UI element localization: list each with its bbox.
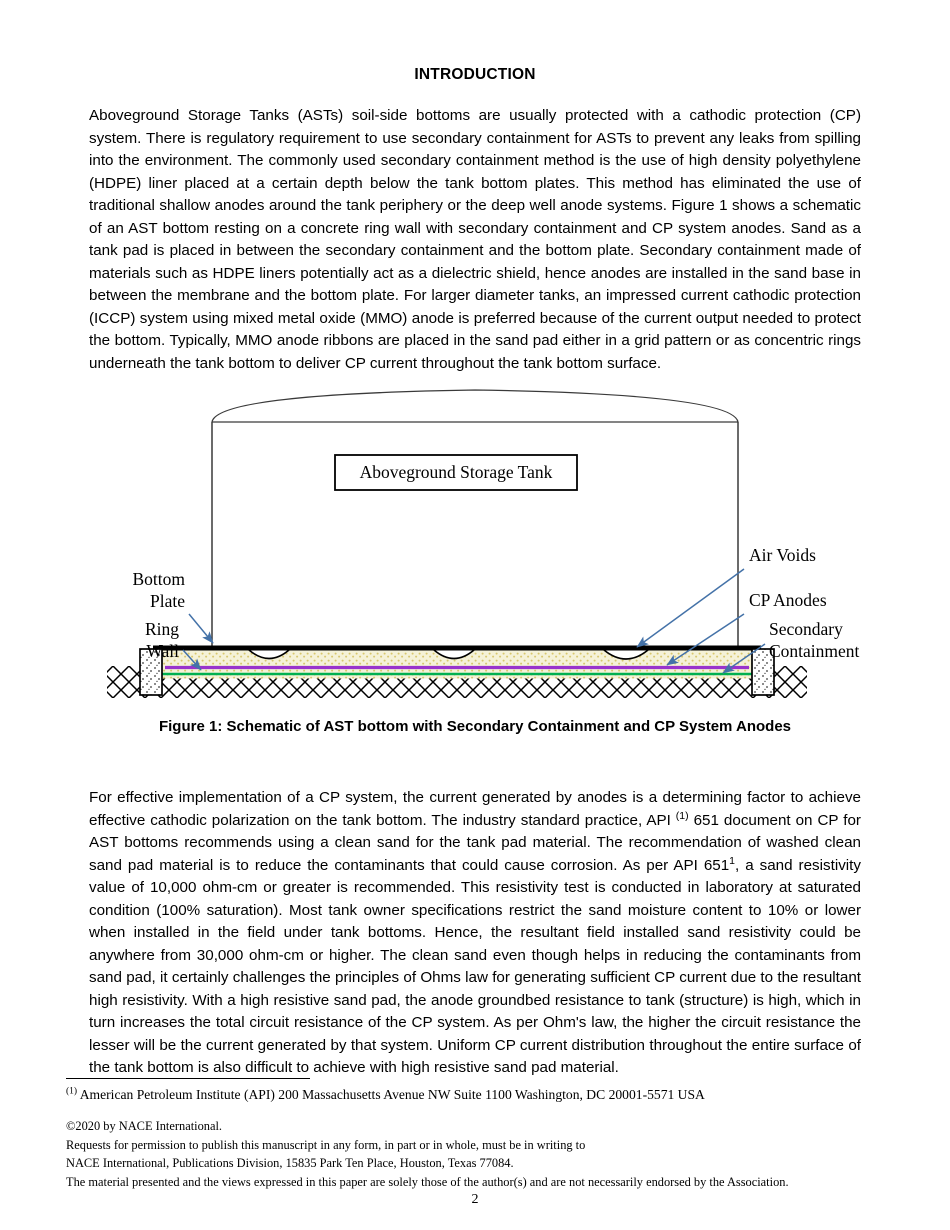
body-text-part-1: For effective implementation of a CP system, the current generated by anodes is a determining factor to achieve effective cathodic polarization on the tank bottom. The industry standard practice, API: [89, 789, 861, 829]
copyright-line-2: Requests for permission to publish this manuscript in any form, in part or in whole, must be in writing to: [66, 1137, 586, 1152]
footnote-ref-1: (1): [675, 809, 689, 822]
footnote-separator: [66, 1078, 310, 1079]
label-bottom-plate-line2: Plate: [150, 591, 185, 611]
label-air-voids: Air Voids: [749, 545, 816, 565]
copyright-block: [66, 1117, 866, 1191]
copyright-line-4: The material presented and the views expressed in this paper are solely those of the author(s) and are not necessarily endorsed by the Association.: [66, 1174, 789, 1189]
footnote-marker: (1): [66, 1086, 78, 1097]
ast-schematic-svg: [89, 386, 861, 716]
figure-caption: Figure 1: Schematic of AST bottom with Secondary Containment and CP System Anodes: [158, 718, 792, 735]
footnote: [66, 1086, 856, 1104]
footnote-body: American Petroleum Institute (API) 200 Massachusetts Avenue NW Suite 1100 Washington, DC 20001-5571 USA: [77, 1087, 705, 1102]
copyright-line-1: ©2020 by NACE International.: [66, 1119, 223, 1133]
footnote-ref-2: 1: [729, 854, 736, 867]
label-ring-wall-line1: Ring: [144, 619, 179, 639]
label-secondary-containment-line1: Secondary: [769, 619, 843, 639]
body-text-part-2: 651 document on CP for AST bottoms recommends using a clean sand for the tank pad material. The recommendation of washed clean sand pad material is to reduce the contaminants that could cause corrosion. As per API 651: [89, 811, 861, 874]
section-heading: INTRODUCTION: [414, 66, 536, 83]
bottom-plate: [153, 646, 761, 651]
label-cp-anodes: CP Anodes: [749, 590, 827, 610]
body-text-part-3: , a sand resistivity value of 10,000 ohm-cm or greater is recommended. This resistivity test is conducted in laboratory at saturated condition (100% saturation). Most tank owner specifications restrict the sand moisture content to 10% or lower when installed in the field under tank bottoms. Hence, the resultant field installed sand resistivity could be anywhere from 30,000 ohm-cm or higher. The clean sand even though helps in reducing the contaminants from sand pad, it certainly challenges the principles of Ohms law for generating sufficient CP current due to the resultant high resistivity. With a high resistive sand pad, the anode groundbed resistance to tank (structure) is high, which in turn increases the total circuit resistance of the CP system. As per Ohm's law, the higher the circuit resistance the lesser will be the current generated by that system. Uniform CP current distribution throughout the entire surface of the tank bottom is also difficult to achieve with high resistive sand pad material.: [89, 856, 861, 1076]
tank-roof: [212, 390, 738, 422]
figure-1: [89, 386, 861, 716]
intro-paragraph: Aboveground Storage Tanks (ASTs) soil-side bottoms are usually protected with a cathodic protection (CP) system. There is regulatory requirement to use secondary containment for ASTs to prevent any leaks from spilling into the environment. The commonly used secondary containment method is the use of high density polyethylene (HDPE) liner placed at a certain depth below the tank bottom plates. This method has eliminated the use of traditional shallow anodes around the tank periphery or the deep well anode systems. Figure 1 shows a schematic of an AST bottom resting on a concrete ring wall with secondary containment and CP system anodes. Sand as a tank pad is placed in between the secondary containment and the bottom plate. Secondary containment made of materials such as HDPE liners potentially act as a dielectric shield, hence anodes are installed in the sand base in between the membrane and the bottom plate. For larger diameter tanks, an impressed current cathodic protection (ICCP) system using mixed metal oxide (MMO) anode is preferred because of the current output needed to protect the bottom. Typically, MMO anode ribbons are placed in the sand pad either in a grid pattern or as concentric rings underneath the tank bottom to deliver CP current throughout the tank bottom surface.: [89, 107, 861, 372]
body-paragraph: [89, 787, 861, 1080]
label-ring-wall-line2: Wall: [146, 641, 179, 661]
tank-label-text: Aboveground Storage Tank: [359, 462, 553, 482]
label-secondary-containment-line2: Containment: [769, 641, 860, 661]
leader-air-voids: [637, 569, 744, 647]
label-bottom-plate-line1: Bottom: [132, 569, 185, 589]
page-number: 2: [471, 1192, 479, 1207]
leader-bottom-plate: [189, 614, 213, 643]
copyright-line-3: NACE International, Publications Division, 15835 Park Ten Place, Houston, Texas 77084.: [66, 1156, 514, 1171]
